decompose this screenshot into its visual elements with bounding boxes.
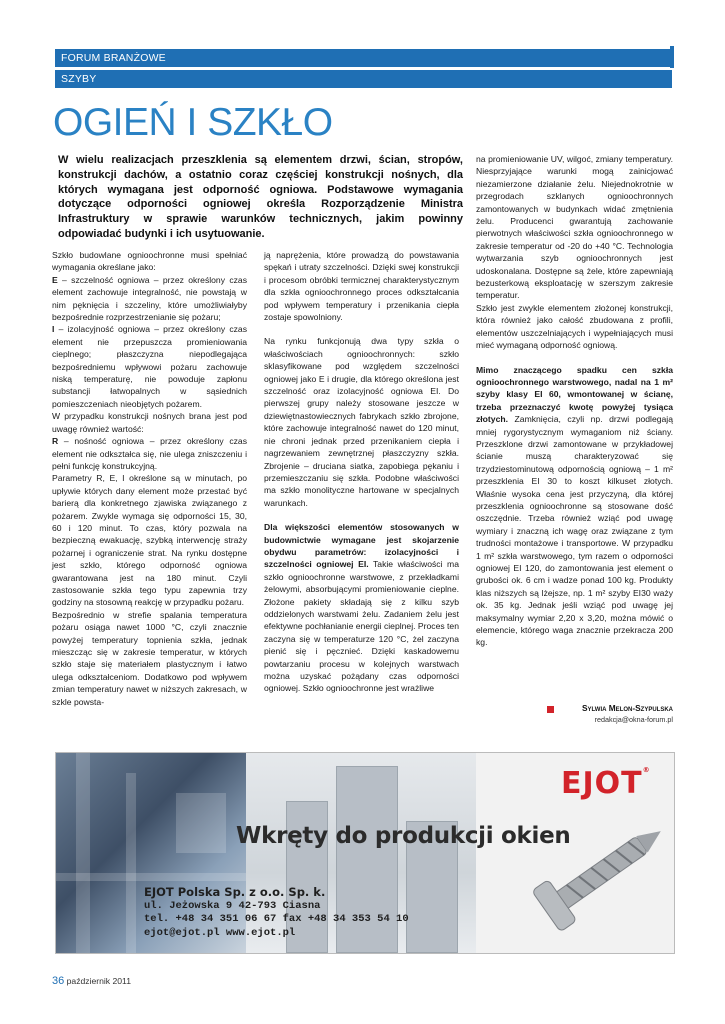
ad-photo-detail [176, 793, 226, 853]
paragraph [52, 274, 247, 324]
ad-slogan: Wkręty do produkcji okien [236, 823, 571, 849]
ad-web[interactable]: ejot@ejot.pl www.ejot.pl [144, 926, 296, 939]
paragraph [52, 435, 247, 472]
highlight-text: Dla większości elementów stosowanych w budownictwie wymagane jest skojarzenie obydwu parametrów: izolacyjności i szczelności ogniowej EI. [264, 522, 459, 570]
author-block [560, 703, 673, 724]
subsection-label: SZYBY [61, 73, 97, 85]
page-number: 36 [52, 975, 65, 987]
column-1 [52, 249, 247, 708]
ad-address: ul. Jeżowska 9 42-793 Ciasna [144, 899, 321, 912]
ejot-logo [561, 766, 651, 801]
author-marker [547, 706, 554, 713]
paragraph: ją naprężenia, które prowadzą do powstawania spękań i utraty szczelności. Dzięki swej konstrukcji i procesom obróbki termicznej charakterystycznym dla szkła ognioochronnego proces odkształcania pod wpływem temperatury i przenikania ciepła zostaje spowolniony. [264, 250, 459, 323]
ad-photo-detail [56, 873, 246, 881]
paragraph [52, 323, 247, 410]
page-footer [52, 975, 131, 987]
section-label: FORUM BRANŻOWE [61, 52, 166, 64]
ad-company: EJOT Polska Sp. z o.o. Sp. k. [144, 885, 326, 899]
paragraph [476, 364, 673, 649]
column-2 [264, 249, 459, 695]
highlight-text: Mimo znaczącego spadku cen szkła ognioochronnego warstwowego, nadal na 1 m² szyby klasy EI 60, wmontowanej w ścianę, trzeba przeznaczyć kwotę powyżej tysiąca złotych. [476, 364, 673, 425]
paragraph: W przypadku konstrukcji nośnych brana jest pod uwagę również wartość: [52, 411, 247, 434]
term-key: I [52, 324, 55, 335]
term-text: – izolacyjność ogniowa – przez określony czas element nie przepuszcza promieniowania cieplnego; płaszczyzna niepodlegająca bezpośredniemu wpływowi pożaru zachowuje niską temperaturę, nie powoduje zapłonu substancji łatwopalnych w sąsiednich pomieszczeniach nieobjętych pożarem. [52, 324, 247, 409]
ad-photo-detail [126, 773, 136, 953]
term-key: E [52, 274, 58, 285]
paragraph [264, 521, 459, 695]
paragraph: na promieniowanie UV, wilgoć, zmiany temperatury. Niesprzyjające warunki mogą zainicjować niezamierzone działanie żelu. Niejednokrotnie w przegrodach szklanych ognioochronnych zamontowanych w budynkach widać zmętnienia żelu. Producenci gwarantują zachowanie pierwotnych właściwości szkła ognioochronnego w zakresie temperatur od -20 do +40 °C. Technologia wytwarzania szyb ognioochronnych jest udoskonalana. Dostępne są żele, które zapewniają bezusterkową eksploatację w szerszym zakresie temperatur. [476, 154, 673, 301]
paragraph: Szkło jest zwykle elementem złożonej konstrukcji, która również jako całość zbudowana z profili, elementów uszczelniających i wypełniających musi mieć wymaganą odporność ogniową. [476, 302, 673, 351]
article-title: OGIEŃ I SZKŁO [53, 101, 333, 144]
paragraph: Na rynku funkcjonują dwa typy szkła o właściwościach ognioochronnych: szkło sklasyfikowane pod względem szczelności ogniowej jako E i drugie, dla którego określona jest szczelność oraz izolacyjność ogniowa EI. Do pierwszej grupy należy stosowane jeszcze w dziewiętnastowiecznych fabrykach szkło zbrojone, które zachowuje integralność nawet do 120 minut, nie chroni jednak przed przenikaniem ciepła i nagrzewaniem zewnętrznej płaszczyzny szkła. Zbrojenie – druciana siatka, zapobiega pękaniu i przemieszczaniu się szkła. Podobne właściwości ma szkło monolityczne hartowane w specjalnych warunkach. [264, 336, 459, 508]
registered-mark: ® [642, 766, 651, 774]
term-text: – szczelność ogniowa – przez określony czas element zachowuje integralność, nie powstają w nim pęknięcia i szczeliny, które umożliwiałyby bezpośrednie rozprzestrzenianie się pożaru; [52, 274, 247, 323]
term-key: R [52, 436, 59, 447]
ejot-advertisement[interactable] [55, 752, 675, 954]
paragraph: Parametry R, E, I określone są w minutach, po upływie których dany element może przestać być barierą dla konkretnego zjawiska związanego z pożarem. Zwykle wymaga się odporności 15, 30, 60 i 120 minut. To czas, który pozwala na bezpieczną ewakuację, szybką interwencję straży pożarnej i ograniczenie strat. Na rynku dostępne jest szkło, którego odporność ogniowa gwarantowana jest na 180 minut. Czyli zastosowanie szkła tego typu zapewnia trzy godziny na stosowną reakcję w przypadku pożaru. [52, 473, 247, 608]
paragraph-text: Takie właściwości ma szkło ognioochronne warstwowe, z przekładkami żelowymi, absorbującymi promieniowanie cieplne. Złożone pakiety składają się z kilku szyb oddzielonych warstwami żelu. Zadaniem żelu jest efektywne pochłanianie energii cieplnej. Proces ten zaczyna się w temperaturze 120 °C, żel zaczyna pienić się i pęcznieć. Dzięki kaskadowemu powtarzaniu procesu w kolejnych warstwach można uzyskać pożądany czas odporności ogniowej. Szkło ognioochronne jest wrażliwe [264, 559, 459, 694]
screw-icon [526, 798, 675, 948]
ad-photo-detail [76, 753, 90, 953]
ad-phone: tel. +48 34 351 06 67 fax +48 34 353 54 10 [144, 913, 409, 925]
brand-name: EJOT [561, 766, 643, 801]
corner-mark [670, 46, 674, 68]
issue-date: październik 2011 [66, 976, 131, 986]
term-text: – nośność ogniowa – przez określony czas element nie odkształca się, nie ulega zniszczeniu i pełni funkcję konstrukcyjną. [52, 436, 247, 471]
paragraph-text: Zamknięcia, czyli np. drzwi podlegają mniej rygorystycznym wymaganiom niż ściany. Przeszklone drzwi zamontowane w przykładowej ścianie muszą charakteryzować się trzydziestominutową odpornością ogniową – 1 m² przeszklenia EI 30 to koszt kilkuset złotych. Właśnie wysoka cena jest przyczyną, dla której przeszklenia ognioochronne są stosowane dość oszczędnie. Trzeba również wziąć pod uwagę wymiary i znaczną ich wagę oraz związane z tym trudności montażowe i transportowe. W przypadku 1 m² szkła warstwowego, tym razem o odporności ogniowej EI 120, do zamontowania jest element o grubości ok. 6 cm i wadze ponad 100 kg. Produkty klas niższych są lżejsze, np. 1 m² szyby EI30 waży ok. 35 kg. Jednak jeśli wziąć pod uwagę jej maksymalny wymiar 2,20 x 3,20, można mówić o elemencie, którego waga znacznie przekracza 200 kg. [476, 414, 673, 648]
article-lead: W wielu realizacjach przeszklenia są elementem drzwi, ścian, stropów, konstrukcji dachów, a ostatnio coraz częściej konstrukcji nośnych, dla których wymagana jest odporność ogniowa. Podstawowe wymagania dotyczące odporności ogniowej określa Rozporządzenie Ministra Infrastruktury w sprawie warunków technicznych, jakim powinny odpowiadać budynki i ich usytuowanie. [58, 154, 463, 240]
author-name: Sylwia Melon-Szypulska [581, 703, 673, 713]
author-email[interactable]: redakcja@okna-forum.pl [594, 715, 673, 724]
subsection-bar [55, 70, 672, 88]
section-bar [55, 49, 672, 67]
column-3 [476, 153, 673, 649]
paragraph: Szkło budowlane ognioochronne musi spełniać wymagania określane jako: [52, 250, 247, 273]
ad-contact [144, 886, 409, 940]
paragraph: Bezpośrednio w strefie spalania temperatura pożaru osiąga nawet 1000 °C, czyli znacznie powyżej temperatury topnienia szkła, jednak mieszcząc się w zakresie temperatur, w których szkło staje się materiałem plastycznym i łatwo ulega odkształceniom. Dodatkowo pod wpływem zmian temperatury nawet w niższych zakresach, w szkle powsta- [52, 609, 247, 707]
